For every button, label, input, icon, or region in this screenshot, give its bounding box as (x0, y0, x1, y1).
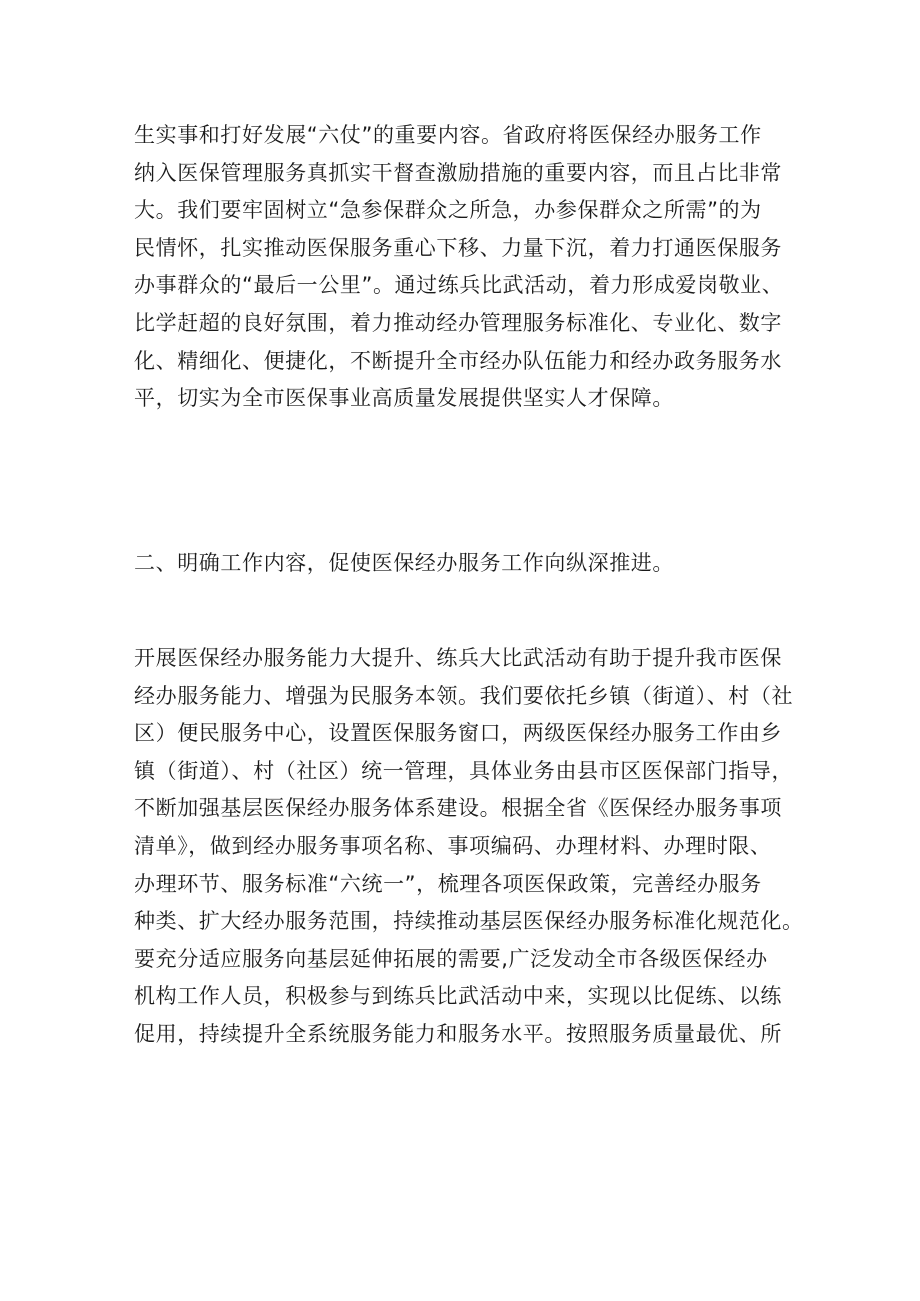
paragraph-2-line: 镇（街道）、村（社区）统一管理，具体业务由县市区医保部门指导， (134, 758, 794, 783)
paragraph-1-line: 办事群众的“最后一公里”。通过练兵比武活动，着力形成爱岗敬业、 (134, 273, 784, 298)
paragraph-2-line: 办理环节、服务标准“六统一”，梳理各项医保政策，完善经办服务 (134, 871, 762, 896)
paragraph-1-line: 大。我们要牢固树立“急参保群众之所急，办参保群众之所需”的为 (134, 198, 762, 223)
paragraph-1-line: 比学赶超的良好氛围，着力推动经办管理服务标准化、专业化、数字 (134, 310, 782, 335)
paragraph-2-line: 经办服务能力、增强为民服务本领。我们要依托乡镇（街道）、村（社 (134, 683, 794, 708)
paragraph-2-line: 种类、扩大经办服务范围，持续推动基层医保经办服务标准化规范化。 (134, 909, 804, 934)
paragraph-2-line: 机构工作人员，积极参与到练兵比武活动中来，实现以比促练、以练 (134, 984, 782, 1009)
paragraph-2-line: 开展医保经办服务能力大提升、练兵大比武活动有助于提升我市医保 (134, 646, 782, 670)
paragraph-2-line: 区）便民服务中心，设置医保服务窗口，两级医保经办服务工作由乡 (134, 721, 782, 746)
paragraph-1-line: 纳入医保管理服务真抓实干督查激励措施的重要内容，而且占比非常 (134, 160, 782, 185)
paragraph-2-line: 要充分适应服务向基层延伸拓展的需要,广泛发动全市各级医保经办 (134, 946, 768, 971)
paragraph-2-line: 促用，持续提升全系统服务能力和服务水平。按照服务质量最优、所 (134, 1021, 782, 1046)
heading-text: 二、明确工作内容，促使医保经办服务工作向纵深推进。 (134, 551, 674, 575)
paragraph-2 (134, 640, 804, 1054)
paragraph-1-line: 平，切实为全市医保事业高质量发展提供坚实人才保障。 (134, 386, 674, 411)
paragraph-1 (134, 117, 794, 418)
paragraph-1-line: 生实事和打好发展“六仗”的重要内容。省政府将医保经办服务工作 (134, 123, 762, 147)
paragraph-1-line: 民情怀，扎实推动医保服务重心下移、力量下沉，着力打通医保服务 (134, 235, 782, 260)
paragraph-1-line: 化、精细化、便捷化，不断提升全市经办队伍能力和经办政务服务水 (134, 348, 782, 373)
section-heading-2 (134, 545, 794, 583)
paragraph-2-line: 清单》，做到经办服务事项名称、事项编码、办理材料、办理时限、 (134, 833, 772, 858)
paragraph-2-line: 不断加强基层医保经办服务体系建设。根据全省《医保经办服务事项 (134, 796, 782, 821)
